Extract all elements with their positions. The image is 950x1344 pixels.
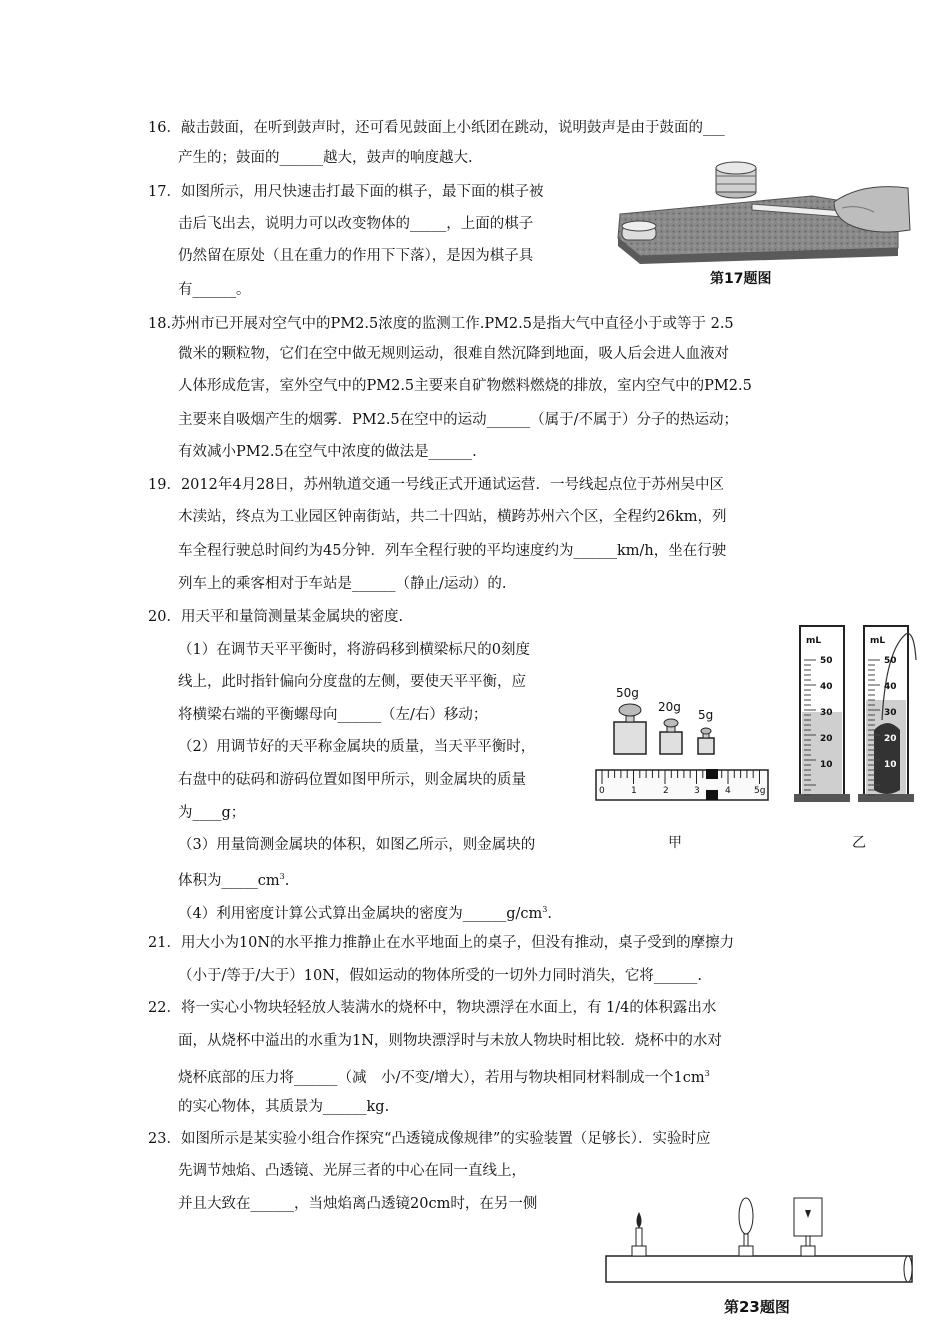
q20-density-text: （4）利用密度计算公式算出金属块的密度为______g/cm <box>178 905 543 922</box>
q17-line-1: 17．如图所示，用尺快速击打最下面的棋子，最下面的棋子被 <box>148 184 544 200</box>
ruler-label-5g: 5g <box>754 786 766 796</box>
ruler-label-4: 4 <box>725 786 731 796</box>
cube-superscript: 3 <box>279 872 285 881</box>
q18-line-2: 微米的颗粒物，它们在空中做无规则运动，很难自然沉降到地面，吸人后会进人血液对 <box>178 346 729 362</box>
q20-period: . <box>284 872 290 889</box>
q20-period: . <box>547 905 552 922</box>
q21-line-2: （小于/等于/大于）10N，假如运动的物体所受的一切外力同时消失，它将______. <box>178 968 703 984</box>
q17-line-2: 击后飞出去，说明力可以改变物体的_____，上面的棋子 <box>178 216 534 232</box>
q19-line-1: 19．2012年4月28日，苏州轨道交通一号线正式开通试运营．一号线起点位于苏州吴中区 <box>148 477 725 493</box>
q20-line-7: 为____g； <box>178 805 246 821</box>
q20-line-9 <box>178 867 289 891</box>
q16-line-2: 产生的；鼓面的______越大，鼓声的响度越大. <box>178 150 473 166</box>
cyl1-tick-40: 40 <box>820 682 833 692</box>
q17-line-3: 仍然留在原处（且在重力的作用下下落），是因为棋子具 <box>178 248 534 264</box>
q20-line-3: 线上，此时指针偏向分度盘的左侧，要使天平平衡，应 <box>178 674 526 690</box>
weight-label-20g: 20g <box>658 700 681 714</box>
cylinder-labels <box>790 620 930 810</box>
cyl2-tick-20: 20 <box>884 734 897 744</box>
cyl1-tick-30: 30 <box>820 708 833 718</box>
q17-line-4: 有______。 <box>178 282 251 298</box>
q18-line-5: 有效减小PM2.5在空气中浓度的做法是______. <box>178 444 477 460</box>
q23-line-2: 先调节烛焰、凸透镜、光屏三者的中心在同一直线上， <box>178 1163 526 1179</box>
q18-line-1: 18.苏州市已开展对空气中的PM2.5浓度的监测工作.PM2.5是指大气中直径小于或等于 2.5 <box>148 316 734 332</box>
ruler-label-1: 1 <box>631 786 637 796</box>
cube-superscript: 3 <box>704 1069 710 1078</box>
figure-17 <box>612 152 912 292</box>
q19-line-4: 列车上的乘客相对于车站是______（静止/运动）的. <box>178 576 507 592</box>
figure-20-caption-a: 甲 <box>668 835 682 851</box>
optical-bench-drawing <box>602 1192 918 1292</box>
cyl1-tick-10: 10 <box>820 760 833 770</box>
q20-line-5: （2）用调节好的天平称金属块的质量，当天平平衡时， <box>178 739 536 755</box>
q22-line-1: 22．将一实心小物块轻轻放人装满水的烧杯中，物块漂浮在水面上，有 1/4的体积露出水 <box>148 1000 717 1016</box>
q20-line-8: （3）用量筒测金属块的体积，如图乙所示，则金属块的 <box>178 837 536 853</box>
q21-line-1: 21．用大小为10N的水平推力推静止在水平地面上的桌子，但没有推动，桌子受到的摩擦力 <box>148 935 735 951</box>
cylinder-1-unit: mL <box>806 636 822 646</box>
figure-23-caption: 第23题图 <box>724 1298 790 1316</box>
figure-20-caption-b: 乙 <box>852 835 866 851</box>
q19-line-3: 车全程行驶总时间约为45分钟．列车全程行驶的平均速度约为______km/h，坐在行驶 <box>178 543 727 559</box>
q18-line-4: 主要来自吸烟产生的烟雾．PM2.5在空中的运动______（属于/不属于）分子的热运动； <box>178 412 739 428</box>
q20-line-4: 将横梁右端的平衡螺母向______（左/右）移动； <box>178 707 488 723</box>
figure-17-caption: 第17题图 <box>710 271 772 287</box>
ruler-label-0: 0 <box>599 786 605 796</box>
q19-line-2: 木渎站，终点为工业园区钟南街站，共二十四站，横跨苏州六个区，全程约26km，列 <box>178 509 727 525</box>
cyl2-tick-30: 30 <box>884 708 897 718</box>
cyl2-tick-40: 40 <box>884 682 897 692</box>
weight-label-5g: 5g <box>698 708 714 722</box>
weight-label-50g: 50g <box>616 686 639 700</box>
cube-superscript: 3 <box>542 905 548 914</box>
ruler-label-2: 2 <box>663 786 669 796</box>
ruler-labels <box>594 786 774 800</box>
figure-20-a <box>594 686 774 856</box>
q20-line-6: 右盘中的砝码和游码位置如图甲所示，则金属块的质量 <box>178 772 526 788</box>
cylinder-2-unit: mL <box>870 636 886 646</box>
q20-line-10 <box>178 900 552 924</box>
q23-line-1: 23．如图所示是某实验小组合作探究“凸透镜成像规律”的实验装置（足够长）．实验时应 <box>148 1131 711 1147</box>
q23-line-3: 并且大致在______，当烛焰离凸透镜20cm时，在另一侧 <box>178 1196 538 1212</box>
q16-line-1: 16．敲击鼓面，在听到鼓声时，还可看见鼓面上小纸团在跳动，说明鼓声是由于鼓面的___ <box>148 120 725 136</box>
q20-line-1: 20．用天平和量筒测量某金属块的密度. <box>148 609 404 625</box>
figure-20-b <box>790 620 930 856</box>
q20-volume-text: 体积为_____cm <box>178 872 280 889</box>
q22-line-3-text: 烧杯底部的压力将______（减 小/不变/增大），若用与物块相同材料制成一个1cm <box>178 1069 705 1086</box>
q22-line-3 <box>178 1064 710 1088</box>
q22-line-2: 面，从烧杯中溢出的水重为1N，则物块漂浮时与未放人物块时相比较．烧杯中的水对 <box>178 1033 722 1049</box>
ruler-label-3: 3 <box>694 786 700 796</box>
q18-line-3: 人体形成危害，室外空气中的PM2.5主要来自矿物燃料燃烧的排放，室内空气中的PM2.5 <box>178 378 752 394</box>
cyl1-tick-20: 20 <box>820 734 833 744</box>
q22-line-4: 的实心物体，其质景为______kg. <box>178 1099 390 1115</box>
cyl2-tick-50: 50 <box>884 656 897 666</box>
q20-line-2: （1）在调节天平平衡时，将游码移到横梁标尺的0刻度 <box>178 642 530 658</box>
cyl1-tick-50: 50 <box>820 656 833 666</box>
figure-23 <box>602 1192 918 1332</box>
cyl2-tick-10: 10 <box>884 760 897 770</box>
